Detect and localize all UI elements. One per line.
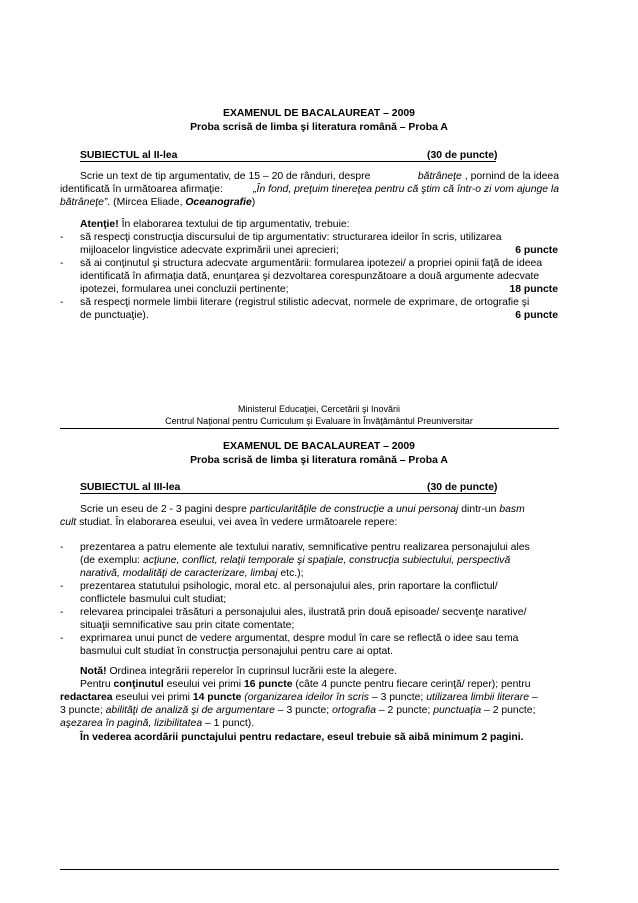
paragraph-line: Scrie un eseu de 2 - 3 pagini despre particularităţile de construcţie a unui personaj dintr-un basm xyxy=(80,504,525,515)
bullet-dash: - xyxy=(60,542,64,553)
requirement-line: să respecţi construcţia discursului de tip argumentativ: structurarea ideilor în scris, utilizarea xyxy=(80,232,502,243)
item-line: (de exemplu: acţiune, conflict, relaţii temporale şi spaţiale, construcţia subiectului, perspectivă xyxy=(80,555,511,566)
ministry-line: Ministerul Educaţiei, Cercetării şi Inovării xyxy=(237,404,401,414)
note-line: Pentru conţinutul eseului vei primi 16 puncte (câte 4 puncte pentru fiecare cerinţă/ reper); pentru xyxy=(80,679,531,690)
exam-title: EXAMENUL DE BACALAUREAT – 2009 xyxy=(223,108,415,119)
item-line: prezentarea a patru elemente ale textului narativ, semnificative pentru realizarea personajului ales xyxy=(80,542,530,553)
requirement-points: 6 puncte xyxy=(515,310,558,321)
item-line: exprimarea unui punct de vedere argumentat, despre modul în care se reflectă o idee sau tema xyxy=(80,633,519,644)
note-line: 3 puncte; abilităţi de analiză şi de argumentare – 3 puncte; ortografia – 2 puncte; punctuaţia – 2 puncte; xyxy=(60,705,536,716)
exam-subtitle: Proba scrisă de limba şi literatura română – Proba A xyxy=(190,122,448,133)
paragraph-line: bătrâneţe”. (Mircea Eliade, Oceanografie) xyxy=(60,197,256,208)
paragraph-line: cult studiat. În elaborarea eseului, vei avea în vedere următoarele repere: xyxy=(60,517,398,528)
item-line: narativă, modalităţi de caracterizare, limbaj etc.); xyxy=(80,568,304,579)
subject-points: (30 de puncte) xyxy=(427,482,498,493)
bullet-dash: - xyxy=(60,633,64,644)
requirement-line: identificată în afirmaţia dată, enunţarea şi dezvoltarea corespunzătoare a două argumente adecvate xyxy=(80,271,540,282)
paragraph-line: Scrie un text de tip argumentativ, de 15 – 20 de rânduri, despre bătrâneţe , pornind de la ideea xyxy=(80,171,559,182)
subject-points: (30 de puncte) xyxy=(427,150,498,161)
exam-title: EXAMENUL DE BACALAUREAT – 2009 xyxy=(223,441,415,452)
item-line: conflictele basmului cult studiat; xyxy=(80,594,227,605)
subject-heading: SUBIECTUL al II-lea xyxy=(80,150,178,161)
bullet-dash: - xyxy=(60,607,64,618)
requirement-line: mijloacelor lingvistice adecvate exprimării unei aprecieri; xyxy=(80,245,339,256)
separator-rule xyxy=(60,428,559,429)
bullet-dash: - xyxy=(60,297,64,308)
attention-line: Atenţie! În elaborarea textului de tip argumentativ, trebuie: xyxy=(80,219,350,230)
item-line: relevarea principalei trăsături a personajului ales, ilustrată prin două episoade/ secvenţe narative/ xyxy=(80,607,527,618)
paragraph-line: identificată în următoarea afirmaţie: „În fond, preţuim tinereţea pentru că ştim că într-o zi vom ajunge la xyxy=(60,184,559,195)
exam-subtitle: Proba scrisă de limba şi literatura română – Proba A xyxy=(190,455,448,466)
bullet-dash: - xyxy=(60,581,64,592)
center-line: Centrul Naţional pentru Curriculum şi Evaluare în Învăţământul Preuniversitar xyxy=(165,416,473,426)
item-line: basmului cult studiat în construcţia personajului pentru care ai optat. xyxy=(80,646,394,657)
note-line: Notă! Ordinea integrării reperelor în cuprinsul lucrării este la alegere. xyxy=(80,666,398,677)
requirement-line: ipotezei, formularea unei concluzii pertinente; xyxy=(80,284,289,295)
note-line: aşezarea în pagină, lizibilitatea – 1 punct). xyxy=(60,718,255,729)
requirement-points: 18 puncte xyxy=(509,284,558,295)
note-line: redactarea eseului vei primi 14 puncte (organizarea ideilor în scris – 3 puncte; utilizarea limbii literare – xyxy=(60,692,538,703)
requirement-line: să ai conţinutul şi structura adecvate argumentării: formularea ipotezei/ a propriei opinii faţă de ideea xyxy=(80,258,543,269)
requirement-line: de punctuaţie). xyxy=(80,310,149,321)
item-line: prezentarea statutului psihologic, moral etc. al personajului ales, prin raportare la conflictul/ xyxy=(80,581,498,592)
requirement-line: să respecţi normele limbii literare (registrul stilistic adecvat, normele de exprimare, de ortografie şi xyxy=(80,297,530,308)
bullet-dash: - xyxy=(60,258,64,269)
item-line: situaţii semnificative sau prin citate comentate; xyxy=(80,620,295,631)
bottom-rule xyxy=(60,869,559,870)
requirement-points: 6 puncte xyxy=(515,245,558,256)
bullet-dash: - xyxy=(60,232,64,243)
final-requirement: În vederea acordării punctajului pentru redactare, eseul trebuie să aibă minimum 2 pagini. xyxy=(80,732,524,743)
subject-heading: SUBIECTUL al III-lea xyxy=(80,482,181,493)
